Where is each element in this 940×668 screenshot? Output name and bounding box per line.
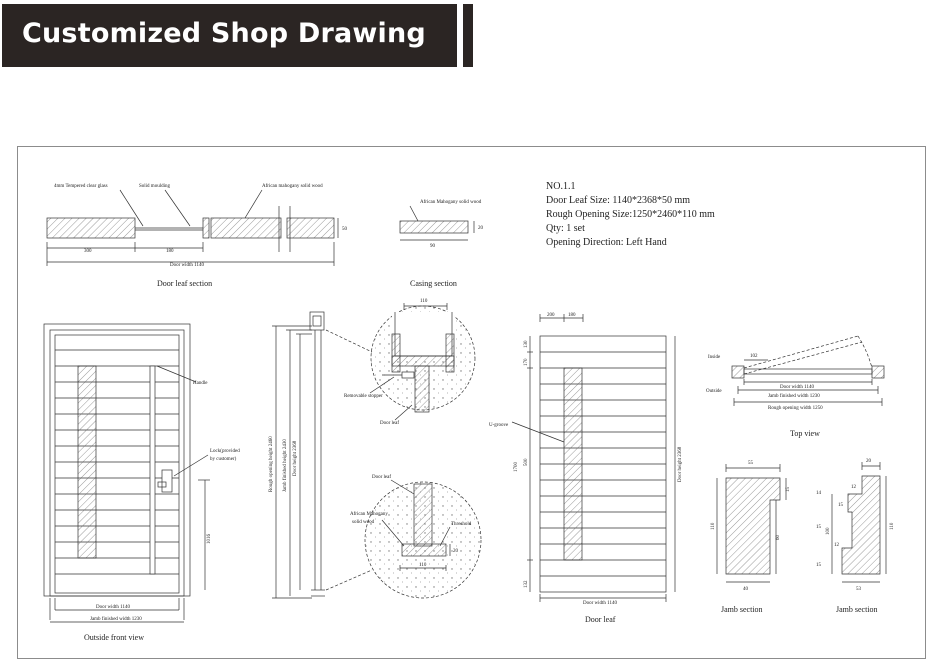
door-leaf-dim-132: 132	[524, 580, 529, 588]
door-leaf-dim-height: Door height 2368	[678, 446, 683, 482]
door-leaf-caption: Door leaf	[585, 615, 616, 624]
casing-dim-20: 20	[478, 226, 483, 231]
top-view-caption: Top view	[790, 429, 820, 438]
jamb-1-dim-left: 110	[711, 522, 716, 530]
casing-dim-90: 90	[430, 244, 435, 249]
side-view-dim-rough-height: Rough opening height 2460	[269, 436, 274, 492]
front-view-dim-door-width: Door width 1140	[96, 605, 130, 610]
jamb-2-dim-f: 15	[816, 563, 821, 568]
casing-section	[400, 206, 474, 240]
spec-block	[546, 181, 715, 248]
detail-sill-threshold-label: Threshold	[451, 522, 472, 527]
detail-sill-threshold	[402, 544, 446, 556]
top-view-dim-rough-width: Rough opening width 1250	[768, 406, 823, 411]
door-leaf-dim-1700: 1700	[514, 462, 519, 472]
leaf-section-dim-width: Door width 1140	[170, 263, 204, 268]
jamb-2-dim-top: 20	[866, 459, 871, 464]
side-view-dim-jamb-height: Jamb finished height 2430	[283, 439, 288, 492]
jamb-2-dim-d: 15	[816, 525, 821, 530]
spec-leaf-size: Door Leaf Size: 1140*2368*50 mm	[546, 195, 691, 206]
jamb-1-dim-bottom: 40	[743, 587, 748, 592]
top-view-dim-jamb-width: Jamb finished width 1230	[768, 394, 820, 399]
top-view-leaf	[744, 369, 872, 374]
spec-qty: Qty: 1 set	[546, 223, 585, 234]
door-leaf-dim-200: 200	[547, 313, 555, 318]
detail-sill-dim-110: 110	[419, 563, 427, 568]
door-leaf-glass-strip	[564, 368, 582, 560]
spec-no: NO.1.1	[546, 181, 576, 192]
top-view-right-jamb	[872, 366, 884, 378]
detail-head-stopper-label: Removable stopper	[344, 394, 383, 399]
front-view-glass-strip	[78, 366, 96, 558]
detail-sill-dim-20: 20	[453, 549, 458, 554]
front-view-jamb	[44, 324, 190, 596]
casing-profile	[400, 221, 468, 233]
door-leaf-dim-170: 170	[524, 358, 529, 366]
door-leaf-planks	[540, 352, 666, 576]
jamb-2-dim-c: 15	[838, 503, 843, 508]
jamb-2-dim-right: 110	[890, 522, 895, 530]
front-view-dim-1016: 1016	[207, 534, 212, 544]
jamb-2-dim-b: 14	[816, 491, 821, 496]
front-view-handle-label: Handle	[193, 381, 208, 386]
spec-rough-opening: Rough Opening Size:1250*2460*110 mm	[546, 209, 715, 220]
jamb-section-2	[832, 462, 886, 582]
front-view-door	[55, 335, 179, 593]
detail-sill-leaf-label: Door leaf	[372, 475, 392, 480]
detail-sill-circle	[365, 480, 481, 598]
leaf-section-wood-label: African mahogany solid wood	[262, 184, 323, 189]
door-leaf-dim-width: Door width 1140	[583, 601, 617, 606]
outside-front-view	[44, 324, 210, 622]
top-view-dim-102: 102	[750, 354, 758, 359]
jamb-1-dim-top: 55	[748, 461, 753, 466]
top-view-outside-label: Outside	[706, 389, 722, 394]
front-view-handle	[150, 366, 155, 574]
detail-sill-door-leaf	[414, 484, 432, 546]
jamb-1-caption: Jamb section	[721, 605, 763, 614]
top-view-inside-label: Inside	[708, 355, 721, 360]
front-view-dim-jamb-width: Jamb finished width 1230	[90, 617, 142, 622]
top-view-dim-door-width: Door width 1140	[780, 385, 814, 390]
casing-section-caption: Casing section	[410, 279, 457, 288]
spec-direction: Opening Direction: Left Hand	[546, 237, 667, 248]
jamb-1-dim-mid: 60	[776, 535, 781, 540]
door-leaf-section	[47, 190, 338, 266]
leaf-section-dim-180: 180	[166, 249, 174, 254]
jamb-2-dim-a: 12	[851, 485, 856, 490]
leaf-section-caption: Door leaf section	[157, 279, 213, 288]
front-view-lock	[162, 470, 172, 492]
top-view-left-jamb	[732, 366, 744, 378]
jamb-2-dim-e: 12	[834, 543, 839, 548]
banner-title: Customized Shop Drawing	[22, 18, 426, 49]
detail-head-circle	[370, 303, 475, 420]
leaf-section-right-panel	[211, 218, 281, 238]
detail-sill-wood-label-2: solid wood	[352, 520, 375, 525]
jamb-1-dim-right: 15	[786, 487, 791, 492]
front-view-caption: Outside front view	[84, 633, 144, 642]
side-view-head	[310, 312, 324, 330]
door-leaf-elevation	[512, 314, 675, 602]
jamb-2-dim-left: 100	[826, 527, 831, 535]
jamb-2-dim-bottom: 53	[856, 587, 861, 592]
detail-head-dim-110: 110	[420, 299, 428, 304]
front-view-lock-label-2: by customer)	[210, 457, 237, 462]
leaf-section-left-stile	[47, 218, 135, 238]
door-leaf-groove-label: U-groove	[489, 423, 509, 428]
door-leaf-dim-130: 130	[524, 340, 529, 348]
leaf-section-dim-50: 50	[342, 227, 347, 232]
side-view-dim-door-height: Door height 2368	[293, 440, 298, 476]
front-view-lock-label-1: Lock(provided	[210, 449, 240, 454]
door-leaf-dim-180: 180	[568, 313, 576, 318]
detail-head-door-leaf	[415, 366, 429, 412]
jamb-section-1	[717, 464, 786, 582]
jamb-1-profile	[726, 478, 780, 574]
detail-sill-wood-label-1: African Mahogany	[350, 512, 388, 517]
detail-head-leaf-label: Door leaf	[380, 421, 400, 426]
door-leaf-dim-500: 500	[524, 458, 529, 466]
jamb-2-caption: Jamb section	[836, 605, 878, 614]
casing-wood-label: African Mahogany solid wood	[420, 200, 482, 205]
leaf-section-glass-label: 4mm Tempered clear glass	[54, 184, 108, 189]
leaf-section-molding-label: Solid moulding	[139, 184, 170, 189]
leaf-section-dim-300: 300	[84, 249, 92, 254]
front-view-planks	[55, 350, 179, 574]
jamb-2-profile	[842, 476, 880, 574]
